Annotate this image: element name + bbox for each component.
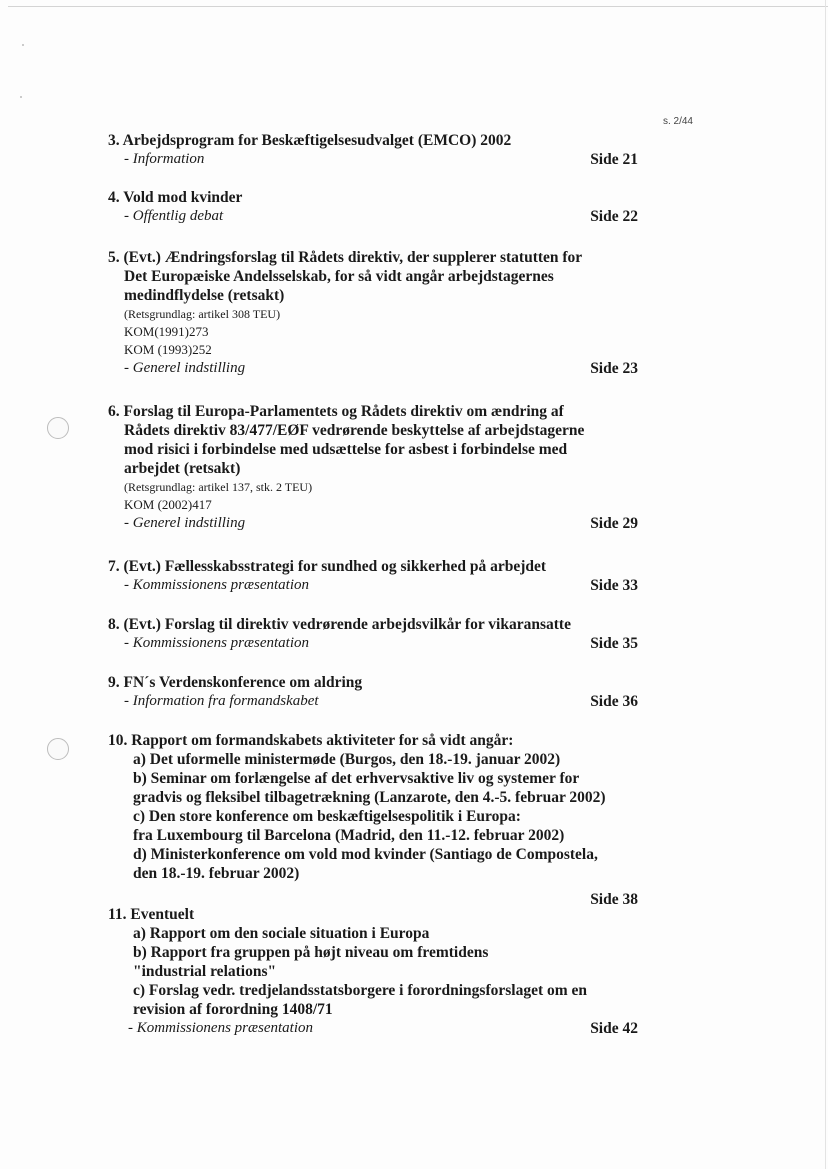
- item-line: b) Rapport fra gruppen på højt niveau om fremtidens: [133, 944, 489, 961]
- item-line: den 18.-19. februar 2002): [133, 865, 300, 882]
- page-ref: Side 33: [590, 577, 638, 594]
- page-ref: Side 35: [590, 635, 638, 652]
- item-line: a) Rapport om den sociale situation i Europa: [133, 925, 430, 942]
- item-title-line: arbejdet (retsakt): [124, 460, 241, 477]
- item-subtitle: - Information fra formandskabet: [124, 693, 319, 709]
- item-line: gradvis og fleksibel tilbagetrækning (Lanzarote, den 4.-5. februar 2002): [133, 789, 606, 806]
- item-line: b) Seminar om forlængelse af det erhvervsaktive liv og systemer for: [133, 770, 580, 787]
- agenda-item-10: [108, 731, 638, 909]
- item-title: 11. Eventuelt: [108, 906, 195, 923]
- item-line: revision af forordning 1408/71: [133, 1001, 333, 1018]
- page-ref: Side 36: [590, 693, 638, 710]
- agenda-item-7: [108, 557, 638, 595]
- page-ref: Side 23: [590, 360, 638, 377]
- legal-basis: (Retsgrundlag: artikel 137, stk. 2 TEU): [124, 480, 313, 494]
- page-ref: Side 22: [590, 208, 638, 225]
- item-title-line: Det Europæiske Andelsselskab, for så vidt angår arbejdstagernes: [124, 268, 554, 285]
- item-title: 10. Rapport om formandskabets aktiviteter for så vidt angår:: [108, 732, 514, 749]
- item-subtitle: - Generel indstilling: [124, 360, 246, 376]
- item-title: 9. FN´s Verdenskonference om aldring: [108, 674, 363, 691]
- item-line: fra Luxembourg til Barcelona (Madrid, den 11.-12. februar 2002): [133, 827, 565, 844]
- item-title-line: 5. (Evt.) Ændringsforslag til Rådets direktiv, der supplerer statutten for: [108, 249, 583, 266]
- agenda-item-11: [108, 905, 638, 1038]
- item-title-line: mod risici i forbindelse med udsættelse for asbest i forbindelse med: [124, 441, 568, 458]
- item-title-line: Rådets direktiv 83/477/EØF vedrørende beskyttelse af arbejdstagerne: [124, 422, 585, 439]
- page-right-edge: [825, 0, 826, 1169]
- item-title: 4. Vold mod kvinder: [108, 189, 243, 206]
- item-line: c) Den store konference om beskæftigelsespolitik i Europa:: [133, 808, 521, 825]
- scan-speck: [22, 44, 24, 46]
- page-ref: Side 38: [590, 891, 638, 908]
- agenda-item-9: [108, 673, 638, 711]
- agenda-item-4: [108, 188, 638, 226]
- kom-reference: KOM (1993)252: [124, 342, 212, 357]
- agenda-item-6: [108, 402, 638, 533]
- page-ref: Side 21: [590, 151, 638, 168]
- page-ref: Side 42: [590, 1020, 638, 1037]
- item-subtitle: - Offentlig debat: [124, 208, 224, 224]
- item-line: c) Forslag vedr. tredjelandsstatsborgere i forordningsforslaget om en: [133, 982, 588, 999]
- page-ref: Side 29: [590, 515, 638, 532]
- agenda-item-5: [108, 248, 638, 378]
- kom-reference: KOM(1991)273: [124, 324, 209, 339]
- page-top-edge: [8, 6, 828, 7]
- kom-reference: KOM (2002)417: [124, 497, 212, 512]
- punch-hole: [47, 738, 69, 760]
- item-subtitle: - Kommissionens præsentation: [124, 577, 310, 593]
- item-line: a) Det uformelle ministermøde (Burgos, den 18.-19. januar 2002): [133, 751, 561, 768]
- item-title: 8. (Evt.) Forslag til direktiv vedrørende arbejdsvilkår for vikaransatte: [108, 616, 571, 633]
- item-title: 3. Arbejdsprogram for Beskæftigelsesudvalget (EMCO) 2002: [108, 132, 512, 149]
- scan-speck: [20, 96, 22, 98]
- item-subtitle: - Kommissionens præsentation: [128, 1020, 314, 1036]
- punch-hole: [47, 417, 69, 439]
- page-number: s. 2/44: [662, 116, 693, 127]
- agenda-item-8: [108, 615, 638, 653]
- legal-basis: (Retsgrundlag: artikel 308 TEU): [124, 307, 281, 321]
- agenda-item-3: [108, 131, 638, 169]
- item-title-line: medindflydelse (retsakt): [124, 287, 285, 304]
- item-line: "industrial relations": [133, 963, 277, 980]
- item-subtitle: - Information: [124, 151, 205, 167]
- item-subtitle: - Generel indstilling: [124, 515, 246, 531]
- item-title-line: 6. Forslag til Europa-Parlamentets og Rådets direktiv om ændring af: [108, 403, 564, 420]
- item-subtitle: - Kommissionens præsentation: [124, 635, 310, 651]
- item-title: 7. (Evt.) Fællesskabsstrategi for sundhed og sikkerhed på arbejdet: [108, 558, 547, 575]
- item-line: d) Ministerkonference om vold mod kvinder (Santiago de Compostela,: [133, 846, 598, 863]
